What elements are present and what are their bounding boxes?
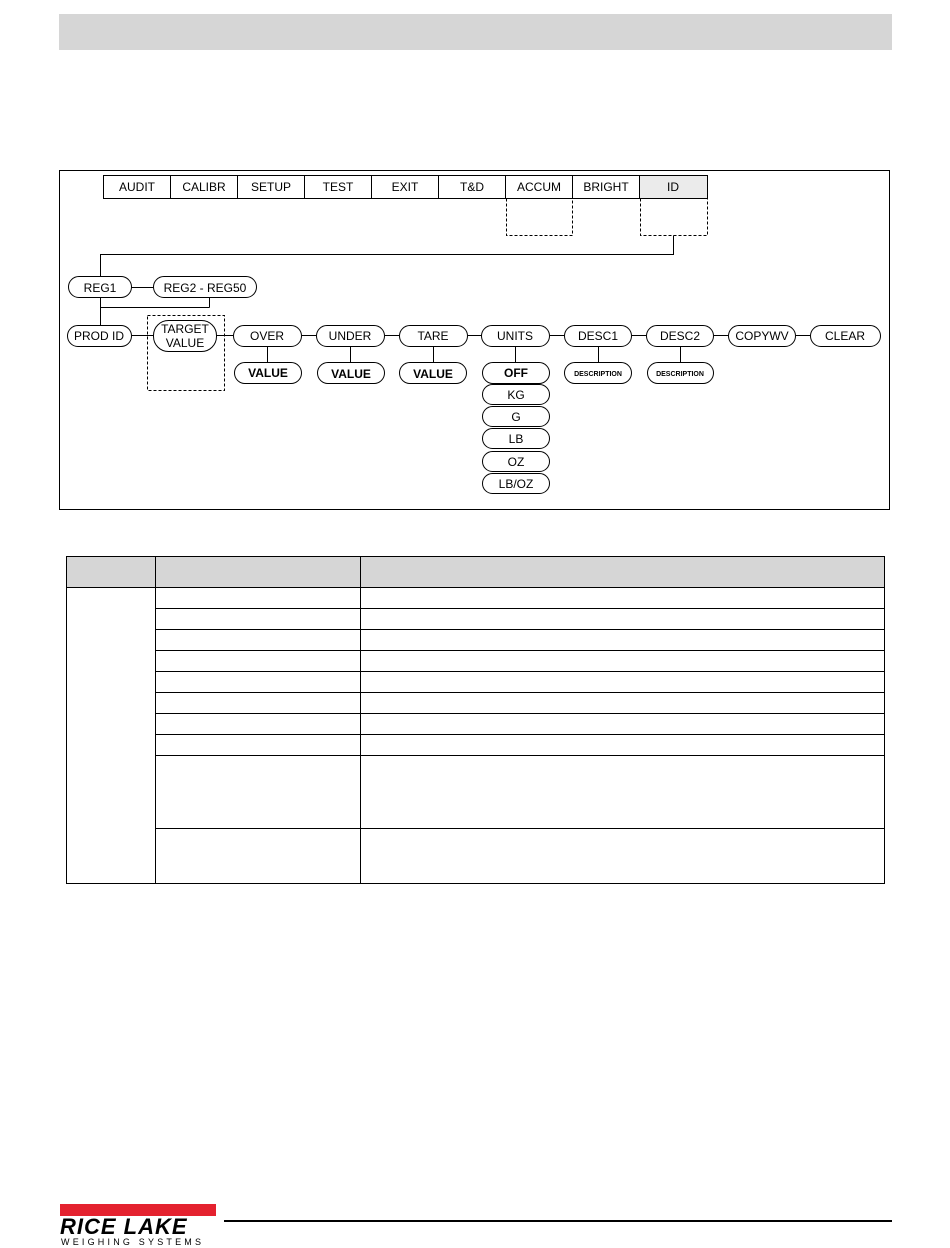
section-header-band [59,14,892,50]
table-row [67,756,885,829]
table-cell [361,672,885,693]
table-cell [361,651,885,672]
table-header-row [67,557,885,588]
param-target-label: TARGET [161,322,209,336]
under-value-label: VALUE [331,367,371,381]
table-cell [361,693,885,714]
table-cell [361,756,885,829]
table-cell [156,829,361,884]
menu-setup-label: SETUP [250,180,292,194]
reg2-reg50-label: REG2 - REG50 [163,281,247,295]
param-copywv-label: COPYWV [735,329,789,343]
table-row [67,714,885,735]
table-row [67,735,885,756]
table-cell [361,829,885,884]
table-cell [361,714,885,735]
table-cell [156,630,361,651]
table-row [67,693,885,714]
tare-value-label: VALUE [413,367,453,381]
units-oz-label: OZ [507,455,525,469]
table-row [67,651,885,672]
table-row [67,630,885,651]
menu-audit-label: AUDIT [119,180,155,194]
table-cell [156,714,361,735]
param-over-label: OVER [249,329,285,343]
param-desc1-label: DESC1 [577,329,619,343]
reg1-label: REG1 [83,281,117,295]
table-row [67,588,885,609]
table-row [67,609,885,630]
rice-lake-logo [60,1204,218,1247]
footer-rule [224,1220,892,1222]
param-prod-id-label: PROD ID [73,329,125,343]
table-cell [361,588,885,609]
units-lboz-label: LB/OZ [498,477,534,491]
parameter-table-wrap [66,556,885,884]
table-cell [156,588,361,609]
table-row [67,672,885,693]
param-clear-label: CLEAR [824,329,866,343]
param-units-label: UNITS [497,329,533,343]
menu-accum-label: ACCUM [517,180,561,194]
menu-td-label: T&D [460,180,484,194]
table-cell [156,609,361,630]
table-header-cell [156,557,361,588]
parameter-table [66,556,885,884]
menu-bright-label: BRIGHT [583,180,629,194]
table-group-cell [67,588,156,884]
table-cell [156,651,361,672]
units-off-label: OFF [504,366,528,380]
table-header-cell [67,557,156,588]
logo-subtitle: WEIGHING SYSTEMS [61,1237,205,1247]
table-cell [156,735,361,756]
menu-id-label: ID [667,180,679,194]
menu-calibr-label: CALIBR [182,180,226,194]
units-g-label: G [511,410,521,424]
table-row [67,829,885,884]
param-value-label: VALUE [165,336,205,350]
desc1-description-label: DESCRIPTION [574,371,622,378]
table-header-cell [361,557,885,588]
units-kg-label: KG [507,388,525,402]
table-cell [156,672,361,693]
desc2-description-label: DESCRIPTION [656,371,704,378]
table-cell [361,609,885,630]
param-desc2-label: DESC2 [659,329,701,343]
units-lb-label: LB [508,432,524,446]
over-value-label: VALUE [248,366,288,380]
table-cell [361,735,885,756]
id-menu-diagram [59,170,890,510]
table-cell [156,756,361,829]
param-under-label: UNDER [328,329,372,343]
menu-test-label: TEST [322,180,354,194]
logo-name: RICE LAKE [60,1214,188,1239]
table-cell [361,630,885,651]
param-tare-label: TARE [417,329,449,343]
menu-exit-label: EXIT [391,180,419,194]
table-cell [156,693,361,714]
